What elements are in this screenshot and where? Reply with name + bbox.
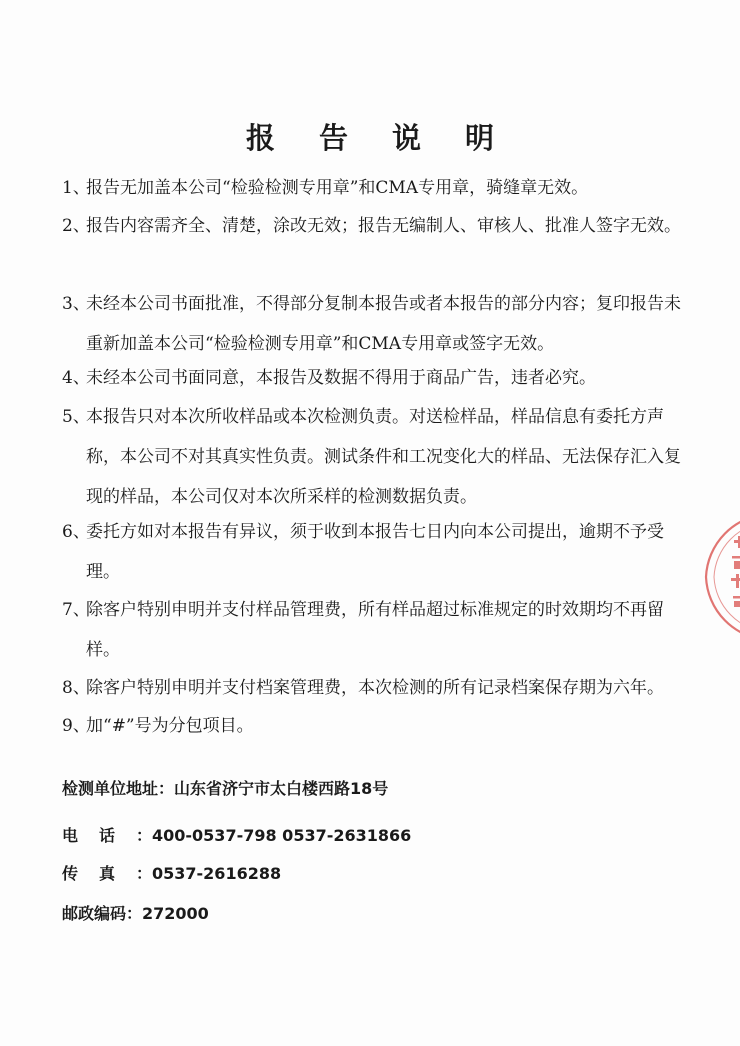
clause-number: 5、: [62, 407, 90, 427]
clause-4: [62, 358, 682, 398]
clause-2: [62, 206, 682, 246]
clause-text: 除客户特别申明并支付样品管理费，所有样品超过标准规定的时效期均不再留样。: [86, 600, 664, 660]
fax-line: [62, 861, 281, 884]
postcode-line: [62, 901, 209, 924]
clause-text: 本报告只对本次所收样品或本次检测负责。对送检样品，样品信息有委托方声称，本公司不对其真实性负责。测试条件和工况变化大的样品、无法保存汇入复现的样品，本公司仅对本次所采样的检测数据负责。: [86, 407, 681, 507]
fax-label: 传真：: [62, 864, 152, 883]
phone-value: 400-0537-798 0537-2631866: [152, 826, 412, 845]
clause-3: [62, 284, 682, 364]
clause-number: 8、: [62, 678, 90, 698]
postcode-value: 272000: [142, 904, 209, 923]
address-line: [62, 776, 388, 799]
phone-line: [62, 823, 411, 846]
clause-7: [62, 590, 682, 670]
clause-text: 除客户特别申明并支付档案管理费，本次检测的所有记录档案保存期为六年。: [86, 678, 664, 698]
clause-text: 报告内容需齐全、清楚，涂改无效；报告无编制人、审核人、批准人签字无效。: [86, 216, 681, 236]
address-value: 山东省济宁市太白楼西路18号: [174, 779, 389, 798]
clause-number: 4、: [62, 368, 90, 388]
clause-1: [62, 168, 682, 208]
partial-seal-stamp: [698, 512, 740, 642]
clause-6: [62, 512, 682, 592]
clause-5: [62, 397, 682, 517]
clause-text: 加“#”号为分包项目。: [86, 716, 254, 736]
clause-number: 7、: [62, 600, 90, 620]
address-label: 检测单位地址：: [62, 779, 175, 798]
clause-text: 未经本公司书面同意，本报告及数据不得用于商品广告，违者必究。: [86, 368, 596, 388]
page-title: 报告说明: [245, 121, 538, 155]
postcode-label: 邮政编码：: [62, 904, 143, 923]
clause-number: 3、: [62, 294, 90, 314]
phone-label: 电话：: [62, 826, 152, 845]
clause-9: [62, 706, 682, 746]
clause-number: 2、: [62, 216, 90, 236]
clause-8: [62, 668, 682, 708]
clause-text: 委托方如对本报告有异议，须于收到本报告七日内向本公司提出，逾期不予受理。: [86, 522, 664, 582]
clause-text: 报告无加盖本公司“检验检测专用章”和CMA专用章，骑缝章无效。: [86, 178, 589, 198]
clause-number: 9、: [62, 716, 90, 736]
clause-number: 1、: [62, 178, 90, 198]
clause-text: 未经本公司书面批准，不得部分复制本报告或者本报告的部分内容；复印报告未重新加盖本公司“检验检测专用章”和CMA专用章或签字无效。: [86, 294, 681, 354]
fax-value: 0537-2616288: [152, 864, 282, 883]
clause-number: 6、: [62, 522, 90, 542]
